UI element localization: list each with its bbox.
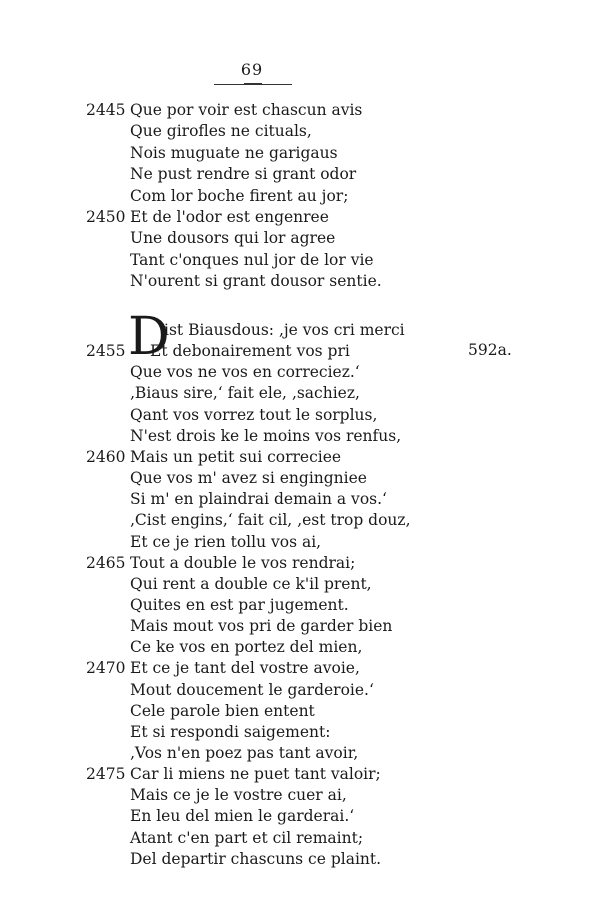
verse-line [0,848,609,870]
verse-text: Ce ke vos en portez del mien, [130,638,363,657]
verse-line [0,509,609,531]
verse-text: Car li miens ne puet tant valoir; [130,765,381,784]
verse-line [0,679,609,701]
drop-initial: D [128,307,170,367]
verse-text: Mais un petit sui correciee [130,447,342,466]
verse-text: Et de l'odor est engenree [130,208,329,226]
verse-line [0,425,609,447]
verse-text: Cele parole bien entent [130,701,315,720]
line-number: 2455 [86,342,126,361]
verse-line [0,636,609,658]
line-number: 2445 [86,101,126,119]
page-number: 69 [240,60,264,79]
verse-text: Et si respondi saigement: [130,722,331,741]
verse-text: ‚Biaus sire,‘ fait ele, ‚sachiez, [130,384,360,403]
verse-line [0,552,609,574]
verse-line [0,700,609,722]
header-rule [214,84,292,85]
verse-line [0,404,609,426]
verse-text: Et ce je tant del vostre avoie, [130,659,360,678]
verse-text: Mout doucement le garderoie.‘ [130,680,374,699]
verse-line [0,446,609,468]
verse-line [0,742,609,764]
line-number: 2475 [86,765,126,784]
verse-text: En leu del mien le garderai.‘ [130,807,355,826]
verse-text: Tout a double le vos rendrai; [130,553,356,572]
verse-line [0,361,609,383]
verse-text: Com lor boche firent au jor; [130,186,349,205]
line-number: 2470 [86,659,126,678]
verse-text: Atant c'en part et cil remaint; [130,828,364,847]
verse-text: Une dousors qui lor agree [130,229,336,248]
line-number: 2460 [86,447,126,466]
verse-text: Et debonairement vos pri [150,342,350,361]
verse-line [0,784,609,806]
verse-text: Et ce je rien tollu vos ai, [130,532,322,551]
verse-line [0,467,609,489]
verse-line [0,319,609,341]
verse-line [0,721,609,743]
verse-line [0,594,609,616]
verse-text: Mais mout vos pri de garder bien [130,617,393,636]
verse-line [0,99,609,121]
verse-text: ‚Vos n'en poez pas tant avoir, [130,744,359,762]
verse-line [0,488,609,510]
verse-line [0,573,609,595]
verse-text: Quites en est par jugement. [130,595,349,614]
verse-line [0,657,609,679]
margin-folio-note: 592a. [468,341,512,359]
verse-line [0,163,609,185]
verse-line [0,531,609,553]
line-number: 2450 [86,208,126,226]
verse-line [0,615,609,637]
line-number: 2465 [86,553,126,572]
verse-line [0,249,609,271]
verse-text: Mais ce je le vostre cuer ai, [130,786,347,805]
verse-text: Si m' en plaindrai demain a vos.‘ [130,490,387,509]
verse-text: Qant vos vorrez tout le sorplus, [130,405,378,424]
verse-line [0,763,609,785]
verse-line [0,227,609,249]
verse-line [0,120,609,142]
verse-text: Tant c'onques nul jor de lor vie [130,250,374,269]
verse-line [0,827,609,849]
verse-text: Que por voir est chascun avis [130,101,363,119]
verse-text: N'est drois ke le moins vos renfus, [130,426,402,445]
verse-line [0,382,609,404]
verse-line [0,206,609,228]
verse-text: N'ourent si grant dousor sentie. [130,272,382,291]
verse-text: Nois muguate ne garigaus [130,143,338,162]
verse-text: Qui rent a double ce k'il prent, [130,574,372,593]
verse-text: ‚Cist engins,‘ fait cil, ‚est trop douz, [130,511,411,530]
verse-line [0,340,609,362]
verse-text: Que vos ne vos en correciez.‘ [130,363,360,382]
verse-line [0,142,609,164]
verse-text: Ne pust rendre si grant odor [130,165,357,184]
verse-text: Del departir chascuns ce plaint. [130,849,382,868]
verse-line [0,185,609,207]
verse-text: Que girofles ne cituals, [130,122,312,141]
verse-line [0,270,609,292]
verse-line [0,805,609,827]
verse-text: ist Biausdous: ‚je vos cri merci [164,321,405,339]
verse-text: Que vos m' avez si engingniee [130,469,367,488]
